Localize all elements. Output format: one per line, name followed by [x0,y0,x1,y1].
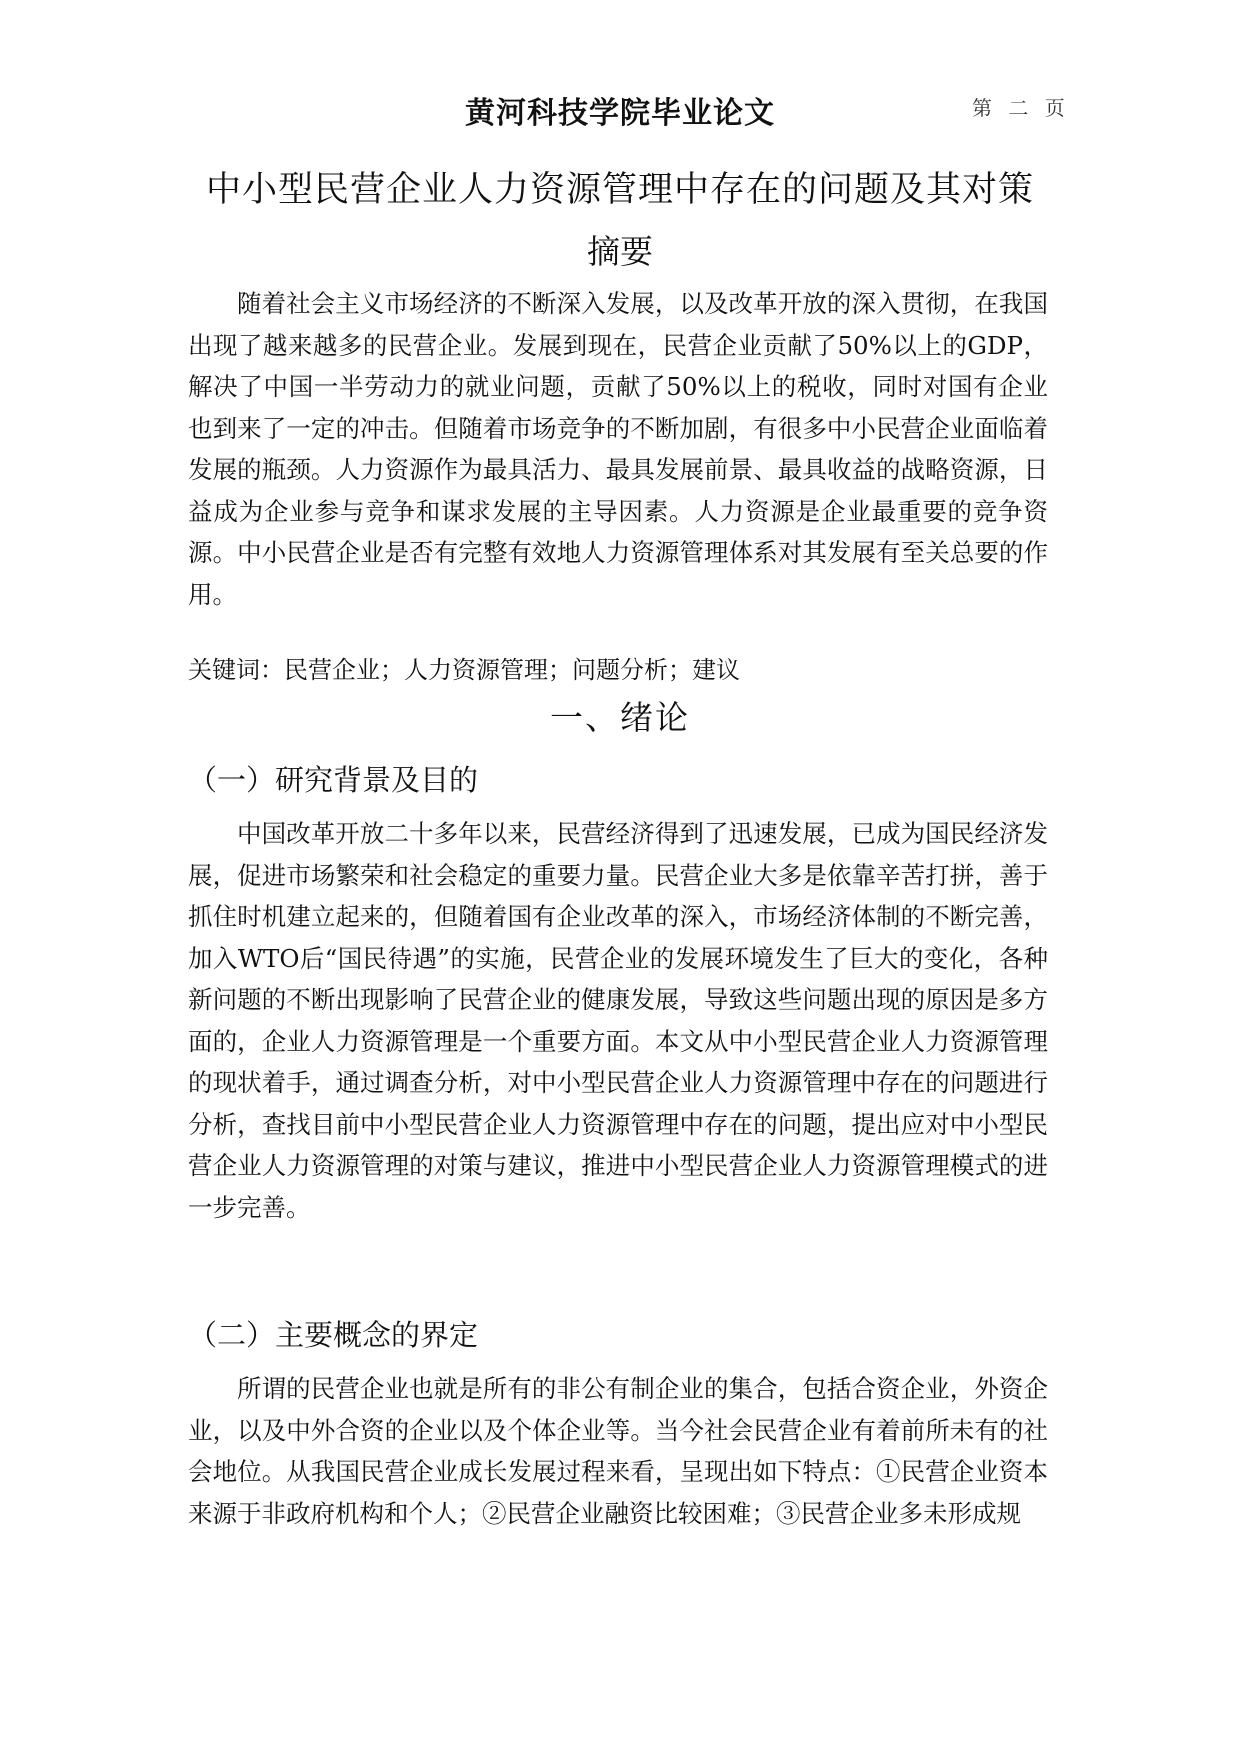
abstract-paragraph: 随着社会主义市场经济的不断深入发展，以及改革开放的深入贯彻，在我国出现了越来越多的民营企业。发展到现在，民营企业贡献了50%以上的GDP，解决了中国一半劳动力的就业问题，贡献了50%以上的税收，同时对国有企业也到来了一定的冲击。但随着市场竞争的不断加剧，有很多中小民营企业面临着发展的瓶颈。人力资源作为最具活力、最具发展前景、最具收益的战略资源，日益成为企业参与竞争和谋求发展的主导因素。人力资源是企业最重要的竞争资源。中小民营企业是否有完整有效地人力资源管理体系对其发展有至关总要的作用。 [188,289,1048,609]
thesis-title: 中小型民营企业人力资源管理中存在的问题及其对策 [205,170,1034,210]
keywords-line: 关键词：民营企业；人力资源管理；问题分析；建议 [188,656,740,684]
background-paragraph: 中国改革开放二十多年以来，民营经济得到了迅速发展，已成为国民经济发展，促进市场繁荣和社会稳定的重要力量。民营企业大多是依靠辛苦打拼，善于抓住时机建立起来的，但随着国有企业改革的深入，市场经济体制的不断完善，加入WTO后“国民待遇”的实施，民营企业的发展环境发生了巨大的变化，各种新问题的不断出现影响了民营企业的健康发展，导致这些问题出现的原因是多方面的，企业人力资源管理是一个重要方面。本文从中小型民营企业人力资源管理的现状着手，通过调查分析，对中小型民营企业人力资源管理中存在的问题进行分析，查找目前中小型民营企业人力资源管理中存在的问题，提出应对中小型民营企业人力资源管理的对策与建议，推进中小型民营企业人力资源管理模式的进一步完善。 [188,819,1048,1222]
institution-header: 黄河科技学院毕业论文 [465,96,775,131]
page-number: 第 二 页 [972,96,1070,120]
subsection-heading-background: （一）研究背景及目的 [188,763,479,797]
section-heading-introduction: 一、绪论 [550,698,690,737]
subsection-heading-definitions: （二）主要概念的界定 [188,1318,479,1352]
abstract-heading: 摘要 [587,232,653,271]
definitions-paragraph: 所谓的民营企业也就是所有的非公有制企业的集合，包括合资企业，外资企业，以及中外合资的企业以及个体企业等。当今社会民营企业有着前所未有的社会地位。从我国民营企业成长发展过程来看，呈现出如下特点：①民营企业资本来源于非政府机构和个人；②民营企业融资比较困难；③民营企业多未形成规 [188,1374,1048,1528]
